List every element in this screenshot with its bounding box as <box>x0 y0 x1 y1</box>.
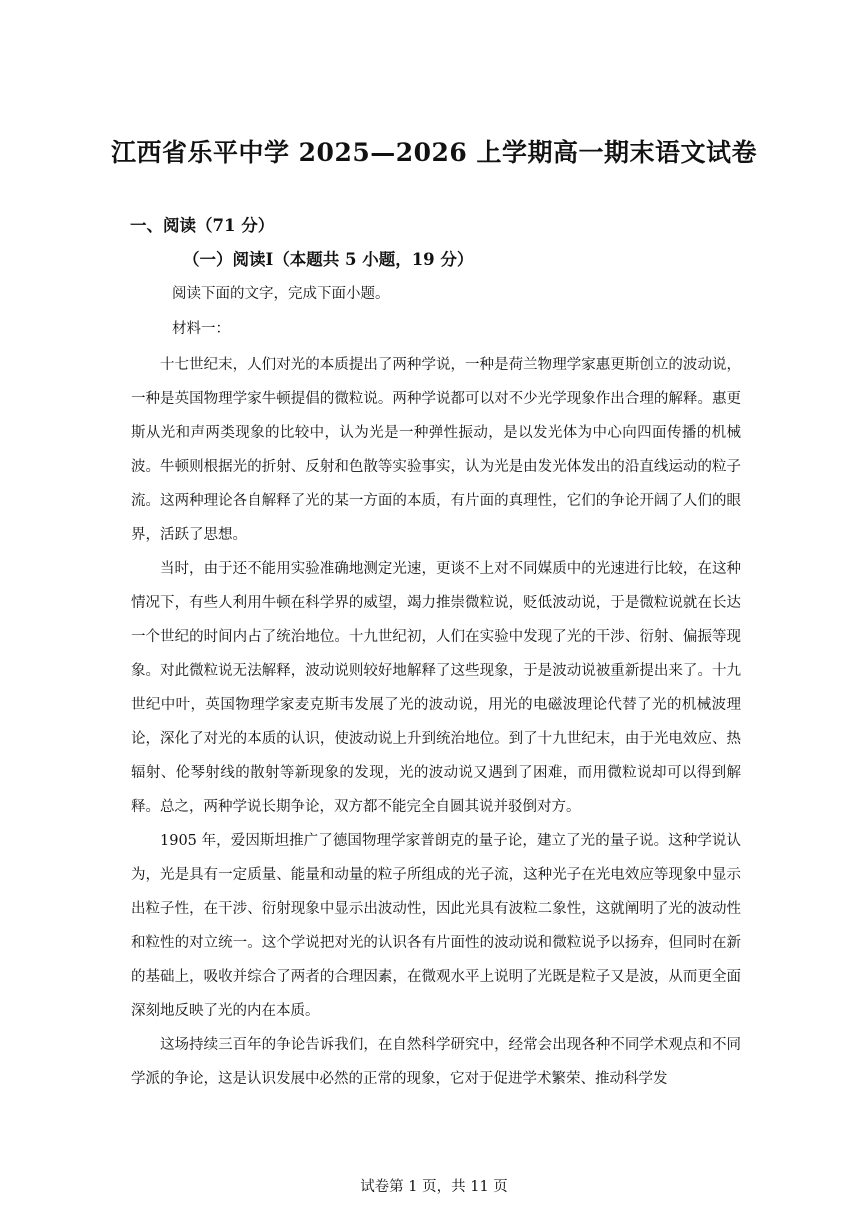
passage-paragraph: 当时，由于还不能用实验准确地测定光速，更谈不上对不同媒质中的光速进行比较，在这种情况下，有些人利用牛顿在科学界的威望，竭力推崇微粒说，贬低波动说，于是微粒说就在长达一个世纪的时间内占了统治地位。十九世纪初，人们在实验中发现了光的干涉、衍射、偏振等现象。对此微粒说无法解释，波动说则较好地解释了这些现象，于是波动说被重新提出来了。十九世纪中叶，英国物理学家麦克斯韦发展了光的波动说，用光的电磁波理论代替了光的机械波理论，深化了对光的本质的认识，使波动说上升到统治地位。到了十九世纪末，由于光电效应、热辐射、伦琴射线的散射等新现象的发现，光的波动说又遇到了困难，而用微粒说却可以得到解释。总之，两种学说长期争论，双方都不能完全自圆其说并驳倒对方。 <box>131 561 741 815</box>
section-heading: 一、阅读（71 分） <box>130 216 275 235</box>
instruction-text: 阅读下面的文字，完成下面小题。 <box>172 286 390 302</box>
sub-heading: （一）阅读I（本题共 5 小题，19 分） <box>183 250 474 269</box>
passage-paragraph: 这场持续三百年的争论告诉我们，在自然科学研究中，经常会出现各种不同学术观点和不同学派的争论，这是认识发展中必然的正常的现象，它对于促进学术繁荣、推动科学发 <box>131 1037 741 1087</box>
material-label: 材料一： <box>172 321 230 337</box>
passage-body <box>131 348 741 1096</box>
passage-paragraph: 1905 年，爱因斯坦推广了德国物理学家普朗克的量子论，建立了光的量子说。这种学说认为，光是具有一定质量、能量和动量的粒子所组成的光子流，这种光子在光电效应等现象中显示出粒子性，在干涉、衍射现象中显示出波动性，因此光具有波粒二象性，这就阐明了光的波动性和粒性的对立统一。这个学说把对光的认识各有片面性的波动说和微粒说予以扬弃，但同时在新的基础上，吸收并综合了两者的合理因素，在微观水平上说明了光既是粒子又是波，从而更全面深刻地反映了光的内在本质。 <box>131 833 741 1019</box>
exam-title: 江西省乐平中学 2025—2026 上学期高一期末语文试卷 <box>110 138 758 167</box>
page-footer: 试卷第 1 页，共 11 页 <box>360 1179 508 1195</box>
passage-paragraph: 十七世纪末，人们对光的本质提出了两种学说，一种是荷兰物理学家惠更斯创立的波动说，一种是英国物理学家牛顿提倡的微粒说。两种学说都可以对不少光学现象作出合理的解释。惠更斯从光和声两类现象的比较中，认为光是一种弹性振动，是以发光体为中心向四面传播的机械波。牛顿则根据光的折射、反射和色散等实验事实，认为光是由发光体发出的沿直线运动的粒子流。这两种理论各自解释了光的某一方面的本质，有片面的真理性，它们的争论开阔了人们的眼界，活跃了思想。 <box>131 357 741 543</box>
